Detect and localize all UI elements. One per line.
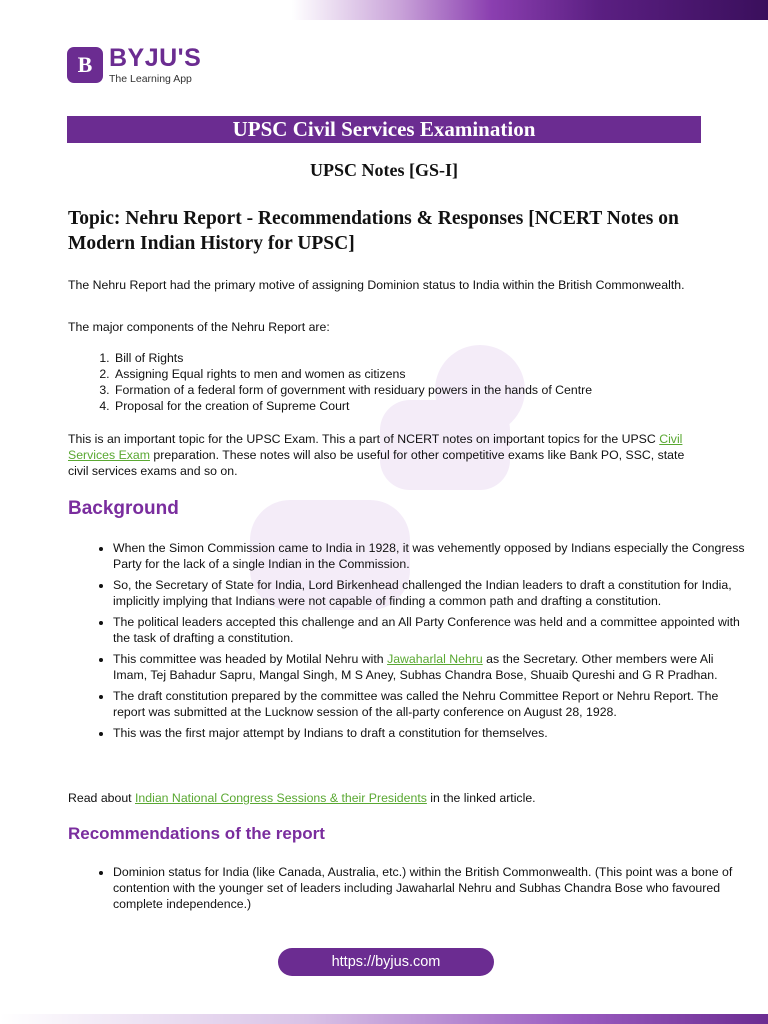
exam-banner: UPSC Civil Services Examination	[67, 116, 701, 143]
list-item: 3. Formation of a federal form of government with residuary powers in the hands of Centre	[113, 382, 733, 398]
text-segment: This committee was headed by Motilal Nehru with	[113, 652, 388, 666]
top-decorative-band	[0, 0, 768, 20]
list-item: 4. Proposal for the creation of Supreme Court	[113, 398, 733, 414]
text-segment: This is an important topic for the UPSC Exam. This a part of NCERT notes on important topics for the UPSC	[68, 432, 660, 446]
components-intro: The major components of the Nehru Report are:	[68, 320, 330, 334]
brand-name: BYJU'S	[109, 43, 202, 72]
notes-title: UPSC Notes [GS-I]	[310, 160, 458, 180]
read-about-paragraph	[68, 790, 708, 806]
website-url-link[interactable]: https://byjus.com	[278, 948, 494, 976]
list-item	[113, 651, 745, 683]
exam-relevance-paragraph	[68, 431, 708, 479]
background-list	[68, 540, 745, 746]
list-item: • The draft constitution prepared by the committee was called the Nehru Committee Report or Nehru Report. The report was submitted at the Lucknow session of the all-party conference on August 28, 1928.	[113, 688, 745, 720]
text-segment: in the linked article.	[426, 791, 536, 805]
text-segment: preparation. These notes will also be useful for other competitive exams like Bank PO, SSC, state civil services exams and so on.	[68, 448, 685, 478]
list-item: • So, the Secretary of State for India, Lord Birkenhead challenged the Indian leaders to draft a constitution for India, implicitly implying that Indians were not capable of finding a common path and drafting a constitution.	[113, 577, 745, 609]
recommendations-list	[68, 864, 745, 917]
byjus-logo[interactable]	[67, 44, 201, 86]
jawaharlal-nehru-link[interactable]: Jawaharlal Nehru	[387, 652, 483, 666]
list-item: • The political leaders accepted this challenge and an All Party Conference was held and a committee appointed with the task of drafting a constitution.	[113, 614, 745, 646]
list-item: 1. Bill of Rights	[113, 350, 733, 366]
intro-paragraph: The Nehru Report had the primary motive of assigning Dominion status to India within the British Commonwealth.	[68, 278, 685, 292]
background-heading: Background	[68, 498, 179, 519]
recommendations-heading: Recommendations of the report	[68, 824, 325, 843]
components-list	[68, 350, 733, 414]
text-segment: as the Secretary. Other members were Ali Imam, Tej Bahadur Sapru, Mangal Singh, M S Aney, Subhas Chandra Bose, Shuaib Qureshi and G R Pradhan.	[113, 652, 718, 682]
page-title: Topic: Nehru Report - Recommendations & Responses [NCERT Notes on Modern Indian History for UPSC]	[68, 208, 679, 254]
list-item: • Dominion status for India (like Canada, Australia, etc.) within the British Commonwealth. (This point was a bone of contention with the younger set of leaders including Jawaharlal Nehru and Subhas Chandra Bose who favoured complete independence.)	[113, 864, 745, 912]
list-item: 2. Assigning Equal rights to men and women as citizens	[113, 366, 733, 382]
civil-services-exam-link[interactable]: Civil Services Exam	[68, 432, 683, 462]
list-item: • When the Simon Commission came to India in 1928, it was vehemently opposed by Indians especially the Congress Party for the lack of a single Indian in the Commission.	[113, 540, 745, 572]
inc-sessions-link[interactable]: Indian National Congress Sessions & their Presidents	[135, 791, 427, 805]
text-segment: Read about	[68, 791, 136, 805]
brand-tagline: The Learning App	[109, 72, 192, 85]
bottom-decorative-band	[0, 1014, 768, 1024]
list-item: • This was the first major attempt by Indians to draft a constitution for themselves.	[113, 725, 745, 741]
logo-mark-icon: B	[67, 47, 103, 83]
